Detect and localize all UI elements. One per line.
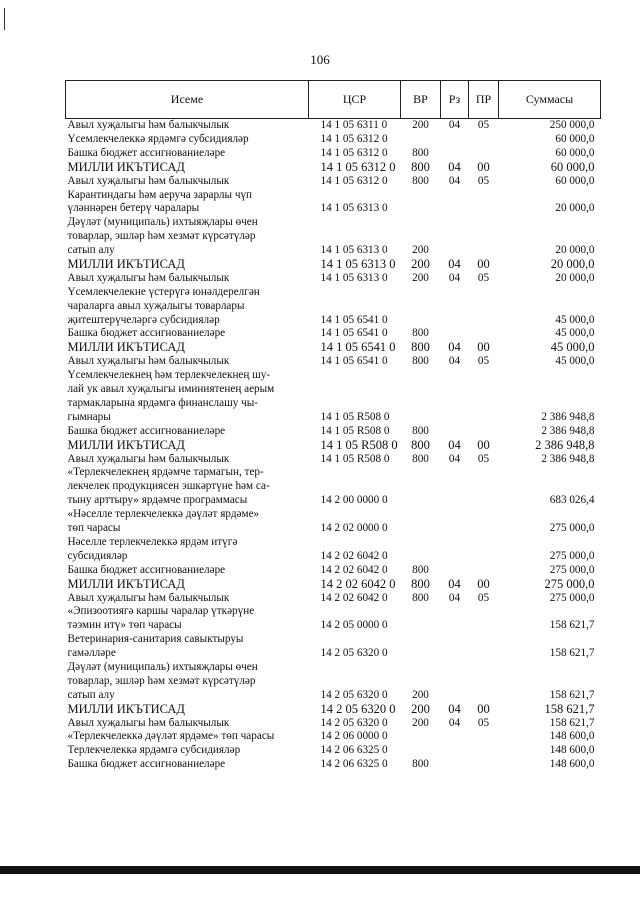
row-name-line: сатып алу — [67, 688, 115, 701]
row-pr — [469, 425, 499, 439]
row-name-line: Үсемлекчелеккә ярдәмгә субсидияләр — [67, 132, 249, 145]
row-pr: 05 — [477, 716, 490, 729]
row-vr: 800 — [412, 758, 429, 771]
row-sum: 2 386 948,8 — [541, 410, 595, 423]
row-csr: 14 1 05 6313 0 — [320, 271, 388, 284]
row-name-line: чараларга авыл хуҗалыгы товарлары — [67, 299, 245, 312]
row-pr: 05 — [477, 174, 490, 187]
row-vr — [401, 466, 441, 508]
row-rz — [441, 466, 469, 508]
row-sum: 275 000,0 — [549, 563, 595, 576]
table-row — [66, 286, 601, 328]
table-row — [66, 633, 601, 661]
row-csr: 14 1 05 6313 0 — [320, 256, 396, 271]
row-rz — [441, 730, 469, 744]
row-sum: 45 000,0 — [555, 313, 595, 326]
row-name — [66, 327, 309, 341]
row-pr: 05 — [477, 119, 490, 131]
row-vr: 800 — [412, 424, 429, 437]
table-row — [66, 439, 601, 453]
row-rz — [441, 758, 469, 772]
row-pr — [469, 327, 499, 341]
row-name — [66, 175, 309, 189]
row-rz — [441, 744, 469, 758]
row-pr — [469, 286, 499, 328]
row-sum: 158 621,7 — [549, 647, 595, 660]
row-sum: 158 621,7 — [544, 701, 595, 716]
row-vr: 800 — [412, 146, 429, 159]
row-rz — [441, 369, 469, 425]
row-pr: 00 — [477, 159, 490, 174]
table-row — [66, 327, 601, 341]
row-sum: 2 386 948,8 — [541, 452, 595, 465]
table-row — [66, 730, 601, 744]
row-sum: 250 000,0 — [549, 119, 595, 131]
row-vr: 800 — [412, 174, 429, 187]
row-name — [66, 730, 309, 744]
row-vr: 800 — [412, 563, 429, 576]
table-row — [66, 272, 601, 286]
row-csr: 14 2 05 6320 0 — [320, 716, 388, 729]
row-csr: 14 2 00 0000 0 — [320, 494, 388, 507]
row-name — [66, 147, 309, 161]
row-rz — [441, 327, 469, 341]
row-vr — [401, 536, 441, 564]
table-row — [66, 119, 601, 133]
row-csr: 14 2 05 6320 0 — [320, 701, 396, 716]
table-header-row — [66, 81, 601, 119]
row-vr — [401, 730, 441, 744]
row-name — [66, 578, 309, 592]
table-row — [66, 508, 601, 536]
row-csr: 14 1 05 6312 0 — [320, 146, 388, 159]
row-sum: 275 000,0 — [549, 591, 595, 604]
row-name-line: «Эпизоотиягә каршы чаралар үткәрүне — [67, 605, 255, 618]
row-name-line: тармакларына ярдәмгә финанслашу чы- — [67, 396, 258, 409]
row-name-line: тәэмин итү» төп чарасы — [67, 619, 182, 632]
row-name-line: МИЛЛИ ИКЪТИСАД — [67, 257, 185, 271]
row-csr: 14 1 05 6541 0 — [320, 340, 396, 355]
row-name — [66, 633, 309, 661]
row-name — [66, 453, 309, 467]
table-row — [66, 717, 601, 731]
row-name-line: субсидияләр — [67, 549, 128, 562]
row-sum: 45 000,0 — [555, 355, 595, 368]
page-number: 106 — [310, 52, 330, 67]
row-csr: 14 1 05 R508 0 — [320, 424, 390, 437]
row-name-line: Авыл хуҗалыгы һәм балыкчылык — [67, 174, 230, 187]
row-name-line: Карантиндагы һәм аеруча зарарлы чүп — [67, 188, 253, 201]
row-csr: 14 1 05 6312 0 — [320, 132, 388, 145]
row-sum: 158 621,7 — [549, 619, 595, 632]
header-csr: ЦСР — [309, 81, 401, 119]
row-name — [66, 605, 309, 633]
row-rz: 04 — [448, 159, 461, 174]
row-name — [66, 189, 309, 217]
row-vr: 200 — [412, 119, 429, 131]
row-pr — [469, 661, 499, 703]
row-name — [66, 341, 309, 355]
row-pr — [469, 536, 499, 564]
row-name — [66, 286, 309, 328]
row-csr: 14 2 05 6320 0 — [320, 688, 388, 701]
table-row — [66, 355, 601, 369]
row-name-line: Авыл хуҗалыгы һәм балыкчылык — [67, 716, 230, 729]
row-sum: 148 600,0 — [549, 730, 595, 743]
row-pr — [469, 189, 499, 217]
row-rz: 04 — [448, 340, 461, 355]
scan-bottom-bar — [0, 866, 640, 874]
row-name — [66, 717, 309, 731]
row-pr — [469, 508, 499, 536]
row-name — [66, 161, 309, 175]
row-name — [66, 536, 309, 564]
table-row — [66, 564, 601, 578]
row-name-line: Авыл хуҗалыгы һәм балыкчылык — [67, 591, 230, 604]
row-vr: 800 — [412, 591, 429, 604]
row-pr — [469, 369, 499, 425]
row-pr — [469, 633, 499, 661]
row-name-line: гымнары — [67, 410, 111, 423]
row-name — [66, 216, 309, 258]
row-csr: 14 1 05 6313 0 — [320, 202, 388, 215]
row-csr: 14 1 05 6541 0 — [320, 355, 388, 368]
row-sum: 60 000,0 — [555, 174, 595, 187]
row-rz: 04 — [448, 271, 461, 284]
row-rz: 04 — [448, 256, 461, 271]
row-sum: 158 621,7 — [549, 688, 595, 701]
row-sum: 275 000,0 — [544, 576, 595, 591]
row-pr: 00 — [477, 576, 490, 591]
table-row — [66, 605, 601, 633]
row-name — [66, 133, 309, 147]
row-vr: 200 — [411, 701, 430, 716]
row-pr — [469, 133, 499, 147]
row-rz — [441, 508, 469, 536]
row-name-line: «Нәселле терлекчелеккә дәүләт ярдәме» — [67, 508, 260, 521]
row-rz: 04 — [448, 576, 461, 591]
row-csr: 14 2 06 6325 0 — [320, 744, 388, 757]
row-name-line: үләннәрен бетерү чаралары — [67, 202, 200, 215]
table-row — [66, 466, 601, 508]
table-row — [66, 133, 601, 147]
row-sum: 60 000,0 — [550, 159, 595, 174]
row-name — [66, 508, 309, 536]
row-name — [66, 661, 309, 703]
row-name-line: «Терлекчелеккә дәүләт ярдәме» төп чарасы — [67, 730, 275, 743]
row-name-line: МИЛЛИ ИКЪТИСАД — [67, 437, 185, 452]
row-sum: 2 386 948,8 — [541, 424, 595, 437]
table-row — [66, 369, 601, 425]
row-name-line: Башка бюджет ассигнованиеләре — [67, 563, 226, 576]
row-name — [66, 272, 309, 286]
row-pr — [469, 758, 499, 772]
row-name-line: МИЛЛИ ИКЪТИСАД — [67, 701, 185, 716]
header-rz: Рз — [441, 81, 469, 119]
row-sum: 148 600,0 — [549, 744, 595, 757]
row-sum: 148 600,0 — [549, 758, 595, 771]
row-sum: 20 000,0 — [555, 244, 595, 257]
row-rz — [441, 286, 469, 328]
row-rz — [441, 605, 469, 633]
row-name-line: тыну арттыру» ярдәмче программасы — [67, 494, 248, 507]
row-sum: 60 000,0 — [555, 132, 595, 145]
header-sum: Суммасы — [499, 81, 601, 119]
row-vr — [401, 508, 441, 536]
table-row — [66, 161, 601, 175]
row-sum: 60 000,0 — [555, 146, 595, 159]
table-row — [66, 578, 601, 592]
row-rz — [441, 633, 469, 661]
row-rz — [441, 536, 469, 564]
budget-table — [65, 80, 601, 772]
row-csr: 14 2 06 0000 0 — [320, 730, 388, 743]
row-csr: 14 2 02 6042 0 — [320, 591, 388, 604]
row-name — [66, 466, 309, 508]
row-pr — [469, 605, 499, 633]
row-sum: 20 000,0 — [555, 202, 595, 215]
row-sum: 20 000,0 — [555, 271, 595, 284]
row-rz: 04 — [448, 437, 461, 452]
row-sum: 683 026,4 — [549, 494, 595, 507]
row-csr: 14 2 02 0000 0 — [320, 522, 388, 535]
row-pr: 00 — [477, 340, 490, 355]
row-vr — [401, 133, 441, 147]
row-name-line: Терлекчелеккә ярдәмгә субсидияләр — [67, 744, 241, 757]
row-name-line: лай ук авыл хуҗалыгы иминиятенең аерым — [67, 383, 275, 396]
row-pr: 00 — [477, 701, 490, 716]
row-pr: 05 — [477, 591, 490, 604]
row-name-line: Башка бюджет ассигнованиеләре — [67, 424, 226, 437]
row-name-line: Ветеринария-санитария савыктыруы — [67, 633, 244, 646]
table-row — [66, 592, 601, 606]
row-name — [66, 369, 309, 425]
table-row — [66, 758, 601, 772]
row-rz: 04 — [448, 119, 461, 131]
row-name — [66, 439, 309, 453]
row-rz: 04 — [448, 174, 461, 187]
row-name — [66, 425, 309, 439]
row-rz — [441, 133, 469, 147]
row-sum: 2 386 948,8 — [535, 437, 595, 452]
row-pr — [469, 216, 499, 258]
row-csr: 14 1 05 6312 0 — [320, 174, 388, 187]
row-pr: 00 — [477, 437, 490, 452]
row-name-line: Авыл хуҗалыгы һәм балыкчылык — [67, 452, 230, 465]
row-pr — [469, 466, 499, 508]
row-name-line: Үсемлекчелекнең һәм терлекчелекнең шу- — [67, 369, 271, 382]
row-name-line: җитештерүчеләргә субсидияләр — [67, 313, 220, 326]
row-name-line: Дәүләт (муниципаль) ихтыяҗлары өчен — [67, 216, 258, 229]
row-csr: 14 2 05 6320 0 — [320, 647, 388, 660]
row-csr: 14 1 05 6541 0 — [320, 313, 388, 326]
row-name-line: Үсемлекчелекне үстерүгә юнәлдерелгән — [67, 285, 260, 298]
table-row — [66, 536, 601, 564]
table-row — [66, 703, 601, 717]
row-csr: 14 1 05 R508 0 — [320, 452, 390, 465]
row-sum: 275 000,0 — [549, 549, 595, 562]
table-row — [66, 189, 601, 217]
row-csr: 14 1 05 6313 0 — [320, 244, 388, 257]
row-name — [66, 703, 309, 717]
table-row — [66, 175, 601, 189]
row-name-line: Авыл хуҗалыгы һәм балыкчылык — [67, 119, 230, 132]
row-name-line: МИЛЛИ ИКЪТИСАД — [67, 576, 185, 591]
row-sum: 45 000,0 — [550, 340, 595, 355]
row-vr: 800 — [411, 340, 430, 355]
row-csr: 14 1 05 R508 0 — [320, 410, 390, 423]
row-name-line: Нәселле терлекчелеккә ярдәм итүгә — [67, 535, 238, 548]
row-rz — [441, 189, 469, 217]
row-pr — [469, 730, 499, 744]
budget-table-container — [65, 80, 600, 772]
row-name-line: «Терлекчелекнең ярдәмче тармагын, тер- — [67, 466, 264, 479]
row-rz: 04 — [448, 591, 461, 604]
row-rz — [441, 425, 469, 439]
row-rz: 04 — [448, 355, 461, 368]
row-name-line: гамәлләре — [67, 647, 116, 660]
row-csr: 14 1 05 6541 0 — [320, 327, 388, 340]
row-name-line: Башка бюджет ассигнованиеләре — [67, 758, 226, 771]
row-vr: 200 — [412, 716, 429, 729]
row-csr: 14 2 06 6325 0 — [320, 758, 388, 771]
table-body — [66, 119, 601, 773]
table-row — [66, 341, 601, 355]
row-rz — [441, 661, 469, 703]
row-name-line: лекчелек продукциясен эшкәртүне һәм са- — [67, 480, 270, 493]
row-pr — [469, 147, 499, 161]
row-vr: 800 — [411, 159, 430, 174]
row-vr — [401, 189, 441, 217]
header-pr: ПР — [469, 81, 499, 119]
row-vr: 800 — [412, 327, 429, 340]
row-vr: 200 — [411, 256, 430, 271]
table-row — [66, 453, 601, 467]
row-vr: 800 — [412, 452, 429, 465]
header-name: Исеме — [66, 81, 309, 119]
row-name — [66, 355, 309, 369]
row-vr — [401, 369, 441, 425]
row-vr: 800 — [411, 576, 430, 591]
row-name-line: товарлар, эшләр һәм хезмәт күрсәтүләр — [67, 674, 256, 687]
row-name — [66, 258, 309, 272]
table-row — [66, 258, 601, 272]
row-name — [66, 758, 309, 772]
row-rz: 04 — [448, 452, 461, 465]
table-row — [66, 744, 601, 758]
row-name-line: МИЛЛИ ИКЪТИСАД — [67, 159, 185, 174]
row-vr — [401, 633, 441, 661]
row-sum: 45 000,0 — [555, 327, 595, 340]
row-pr — [469, 564, 499, 578]
row-vr: 200 — [412, 271, 429, 284]
scan-edge-mark — [4, 8, 5, 30]
row-vr: 200 — [412, 688, 429, 701]
row-vr: 800 — [412, 355, 429, 368]
row-name — [66, 592, 309, 606]
row-pr — [469, 744, 499, 758]
row-rz: 04 — [448, 716, 461, 729]
row-rz — [441, 147, 469, 161]
row-csr: 14 2 05 0000 0 — [320, 619, 388, 632]
row-name-line: төп чарасы — [67, 522, 121, 535]
row-name — [66, 119, 309, 133]
row-csr: 14 1 05 6311 0 — [320, 119, 388, 131]
header-vr: ВР — [401, 81, 441, 119]
row-name — [66, 744, 309, 758]
row-name-line: Башка бюджет ассигнованиеләре — [67, 146, 226, 159]
row-name-line: Авыл хуҗалыгы һәм балыкчылык — [67, 355, 230, 368]
row-name-line: Дәүләт (муниципаль) ихтыяҗлары өчен — [67, 660, 258, 673]
row-csr: 14 1 05 R508 0 — [320, 437, 398, 452]
row-sum: 20 000,0 — [550, 256, 595, 271]
row-vr: 200 — [412, 244, 429, 257]
table-row — [66, 216, 601, 258]
table-row — [66, 147, 601, 161]
row-sum: 275 000,0 — [549, 522, 595, 535]
row-name-line: Авыл хуҗалыгы һәм балыкчылык — [67, 271, 230, 284]
row-vr — [401, 286, 441, 328]
row-csr: 14 2 02 6042 0 — [320, 549, 388, 562]
row-rz — [441, 564, 469, 578]
row-name-line: МИЛЛИ ИКЪТИСАД — [67, 340, 185, 355]
table-row — [66, 661, 601, 703]
row-csr: 14 2 02 6042 0 — [320, 563, 388, 576]
row-rz: 04 — [448, 701, 461, 716]
row-name — [66, 564, 309, 578]
row-pr: 05 — [477, 271, 490, 284]
row-pr: 05 — [477, 355, 490, 368]
row-name-line: Башка бюджет ассигнованиеләре — [67, 327, 226, 340]
row-csr: 14 2 02 6042 0 — [320, 576, 396, 591]
table-row — [66, 425, 601, 439]
row-pr: 00 — [477, 256, 490, 271]
row-csr: 14 1 05 6312 0 — [320, 159, 396, 174]
row-name-line: товарлар, эшләр һәм хезмәт күрсәтүләр — [67, 230, 256, 243]
row-vr: 800 — [411, 437, 430, 452]
row-vr — [401, 744, 441, 758]
row-pr: 05 — [477, 452, 490, 465]
row-vr — [401, 605, 441, 633]
row-sum: 158 621,7 — [549, 716, 595, 729]
row-name-line: сатып алу — [67, 244, 115, 257]
row-rz — [441, 216, 469, 258]
